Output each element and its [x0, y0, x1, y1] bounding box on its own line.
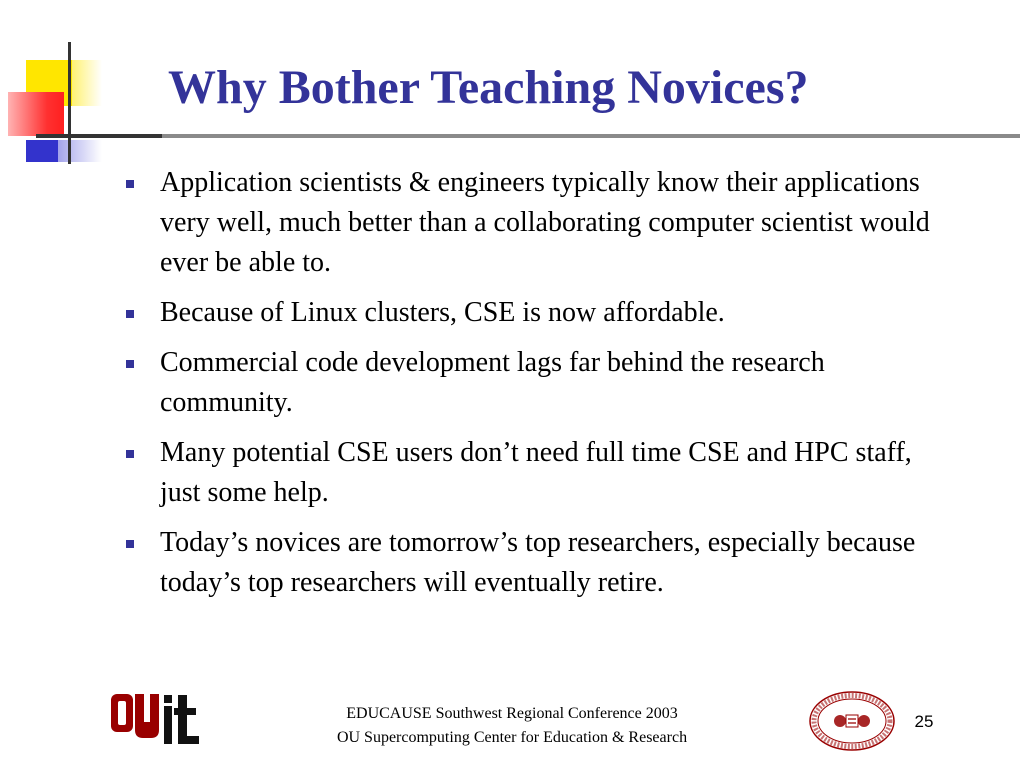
- yellow-fade-decoration: [72, 60, 102, 106]
- bullet-list: [124, 163, 954, 613]
- blue-fade-decoration: [58, 140, 102, 162]
- square-bullet-icon: [126, 540, 134, 548]
- corner-decoration: [0, 0, 130, 170]
- title-rule: [36, 134, 1020, 138]
- ou-it-logo: [108, 690, 202, 748]
- blue-square-decoration: [26, 140, 58, 162]
- bullet-text: Because of Linux clusters, CSE is now affordable.: [160, 297, 725, 328]
- page-number: 25: [914, 712, 934, 731]
- bullet-text: Application scientists & engineers typically know their applications very well, much better than a collaborating computer scientist would ever be able to.: [160, 167, 930, 278]
- oscer-seal-logo: [808, 690, 896, 752]
- square-bullet-icon: [126, 450, 134, 458]
- bullet-item: [124, 293, 954, 333]
- bullet-text: Today’s novices are tomorrow’s top researchers, especially because today’s top researchers will eventually retire.: [160, 527, 916, 598]
- bullet-item: [124, 523, 954, 603]
- bullet-item: [124, 343, 954, 423]
- square-bullet-icon: [126, 310, 134, 318]
- slide-footer: [0, 690, 1024, 760]
- footer-line-1: EDUCAUSE Southwest Regional Conference 2003: [346, 705, 678, 722]
- square-bullet-icon: [126, 180, 134, 188]
- bullet-text: Commercial code development lags far behind the research community.: [160, 347, 825, 418]
- slide-title: Why Bother Teaching Novices?: [168, 61, 809, 114]
- red-square-decoration: [8, 92, 64, 136]
- vertical-rule: [68, 42, 71, 164]
- square-bullet-icon: [126, 360, 134, 368]
- bullet-text: Many potential CSE users don’t need full time CSE and HPC staff, just some help.: [160, 437, 912, 508]
- footer-line-2: OU Supercomputing Center for Education & Research: [336, 729, 688, 746]
- bullet-item: [124, 433, 954, 513]
- bullet-item: [124, 163, 954, 283]
- footer-caption: [262, 702, 762, 750]
